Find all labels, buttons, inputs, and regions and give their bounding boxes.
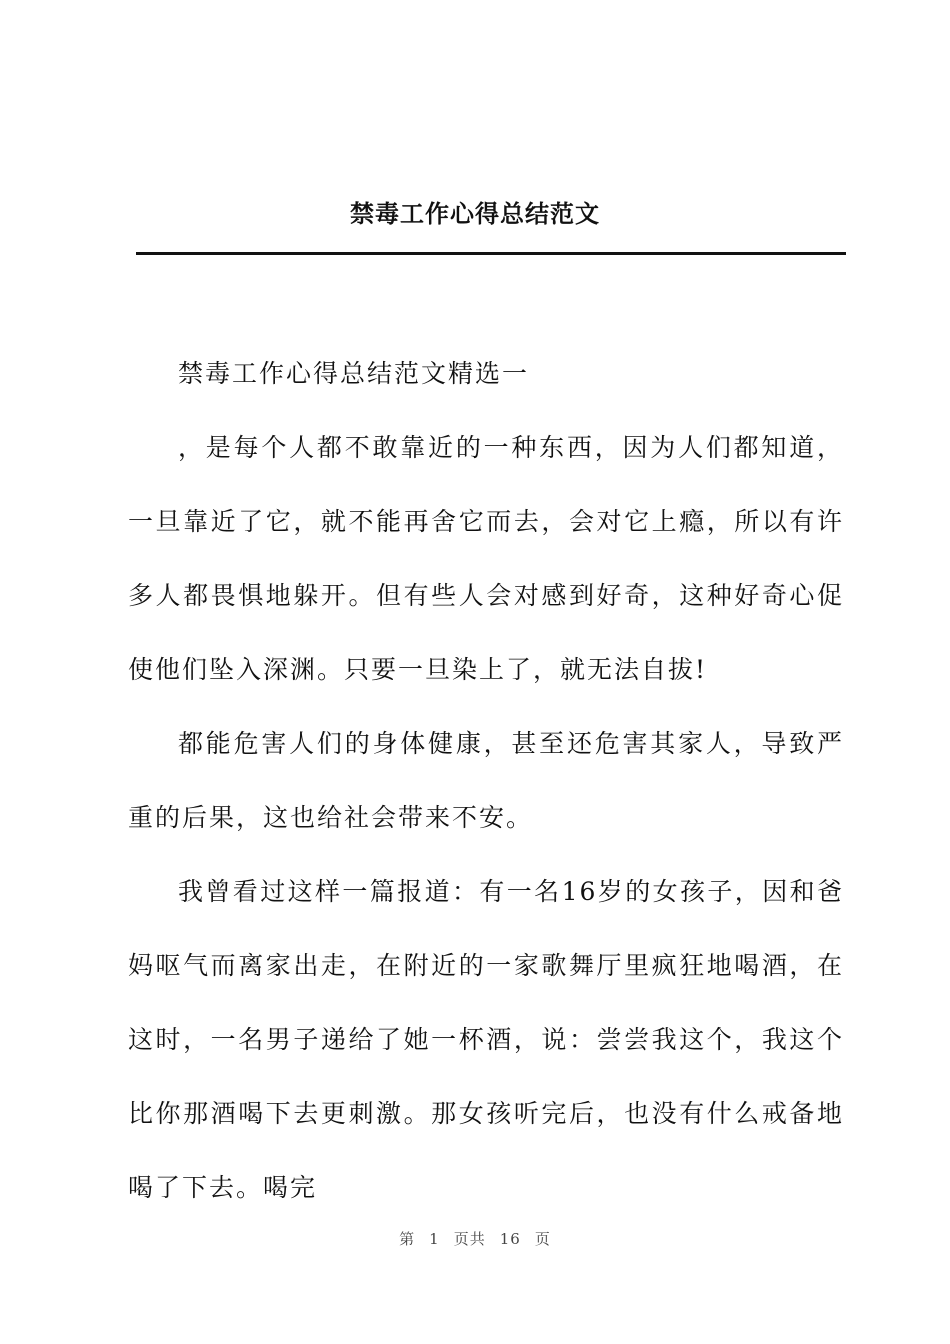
section-heading: 禁毒工作心得总结范文精选一 — [178, 359, 530, 388]
document-body — [128, 337, 844, 1225]
footer-total-pages: 16 — [499, 1230, 521, 1248]
footer-suffix: 页 — [534, 1230, 551, 1248]
paragraph: 都能危害人们的身体健康，甚至还危害其家人，导致严重的后果，这也给社会带来不安。 — [128, 729, 844, 832]
footer-prefix: 第 — [399, 1230, 416, 1248]
title-divider — [136, 252, 846, 255]
footer-page-number: 1 — [429, 1230, 440, 1248]
paragraph: 我曾看过这样一篇报道：有一名16岁的女孩子，因和爸妈呕气而离家出走，在附近的一家歌舞厅里疯狂地喝酒，在这时，一名男子递给了她一杯酒，说：尝尝我这个，我这个比你那酒喝下去更刺激。那女孩听完后，也没有什么戒备地喝了下去。喝完 — [128, 877, 844, 1202]
document-title: 禁毒工作心得总结范文 — [350, 200, 600, 228]
page-footer — [0, 1228, 950, 1249]
paragraph: ，是每个人都不敢靠近的一种东西，因为人们都知道，一旦靠近了它，就不能再舍它而去，会对它上瘾，所以有许多人都畏惧地躲开。但有些人会对感到好奇，这种好奇心促使他们坠入深渊。只要一旦染上了，就无法自拔! — [128, 433, 844, 684]
footer-middle: 页共 — [453, 1230, 486, 1248]
